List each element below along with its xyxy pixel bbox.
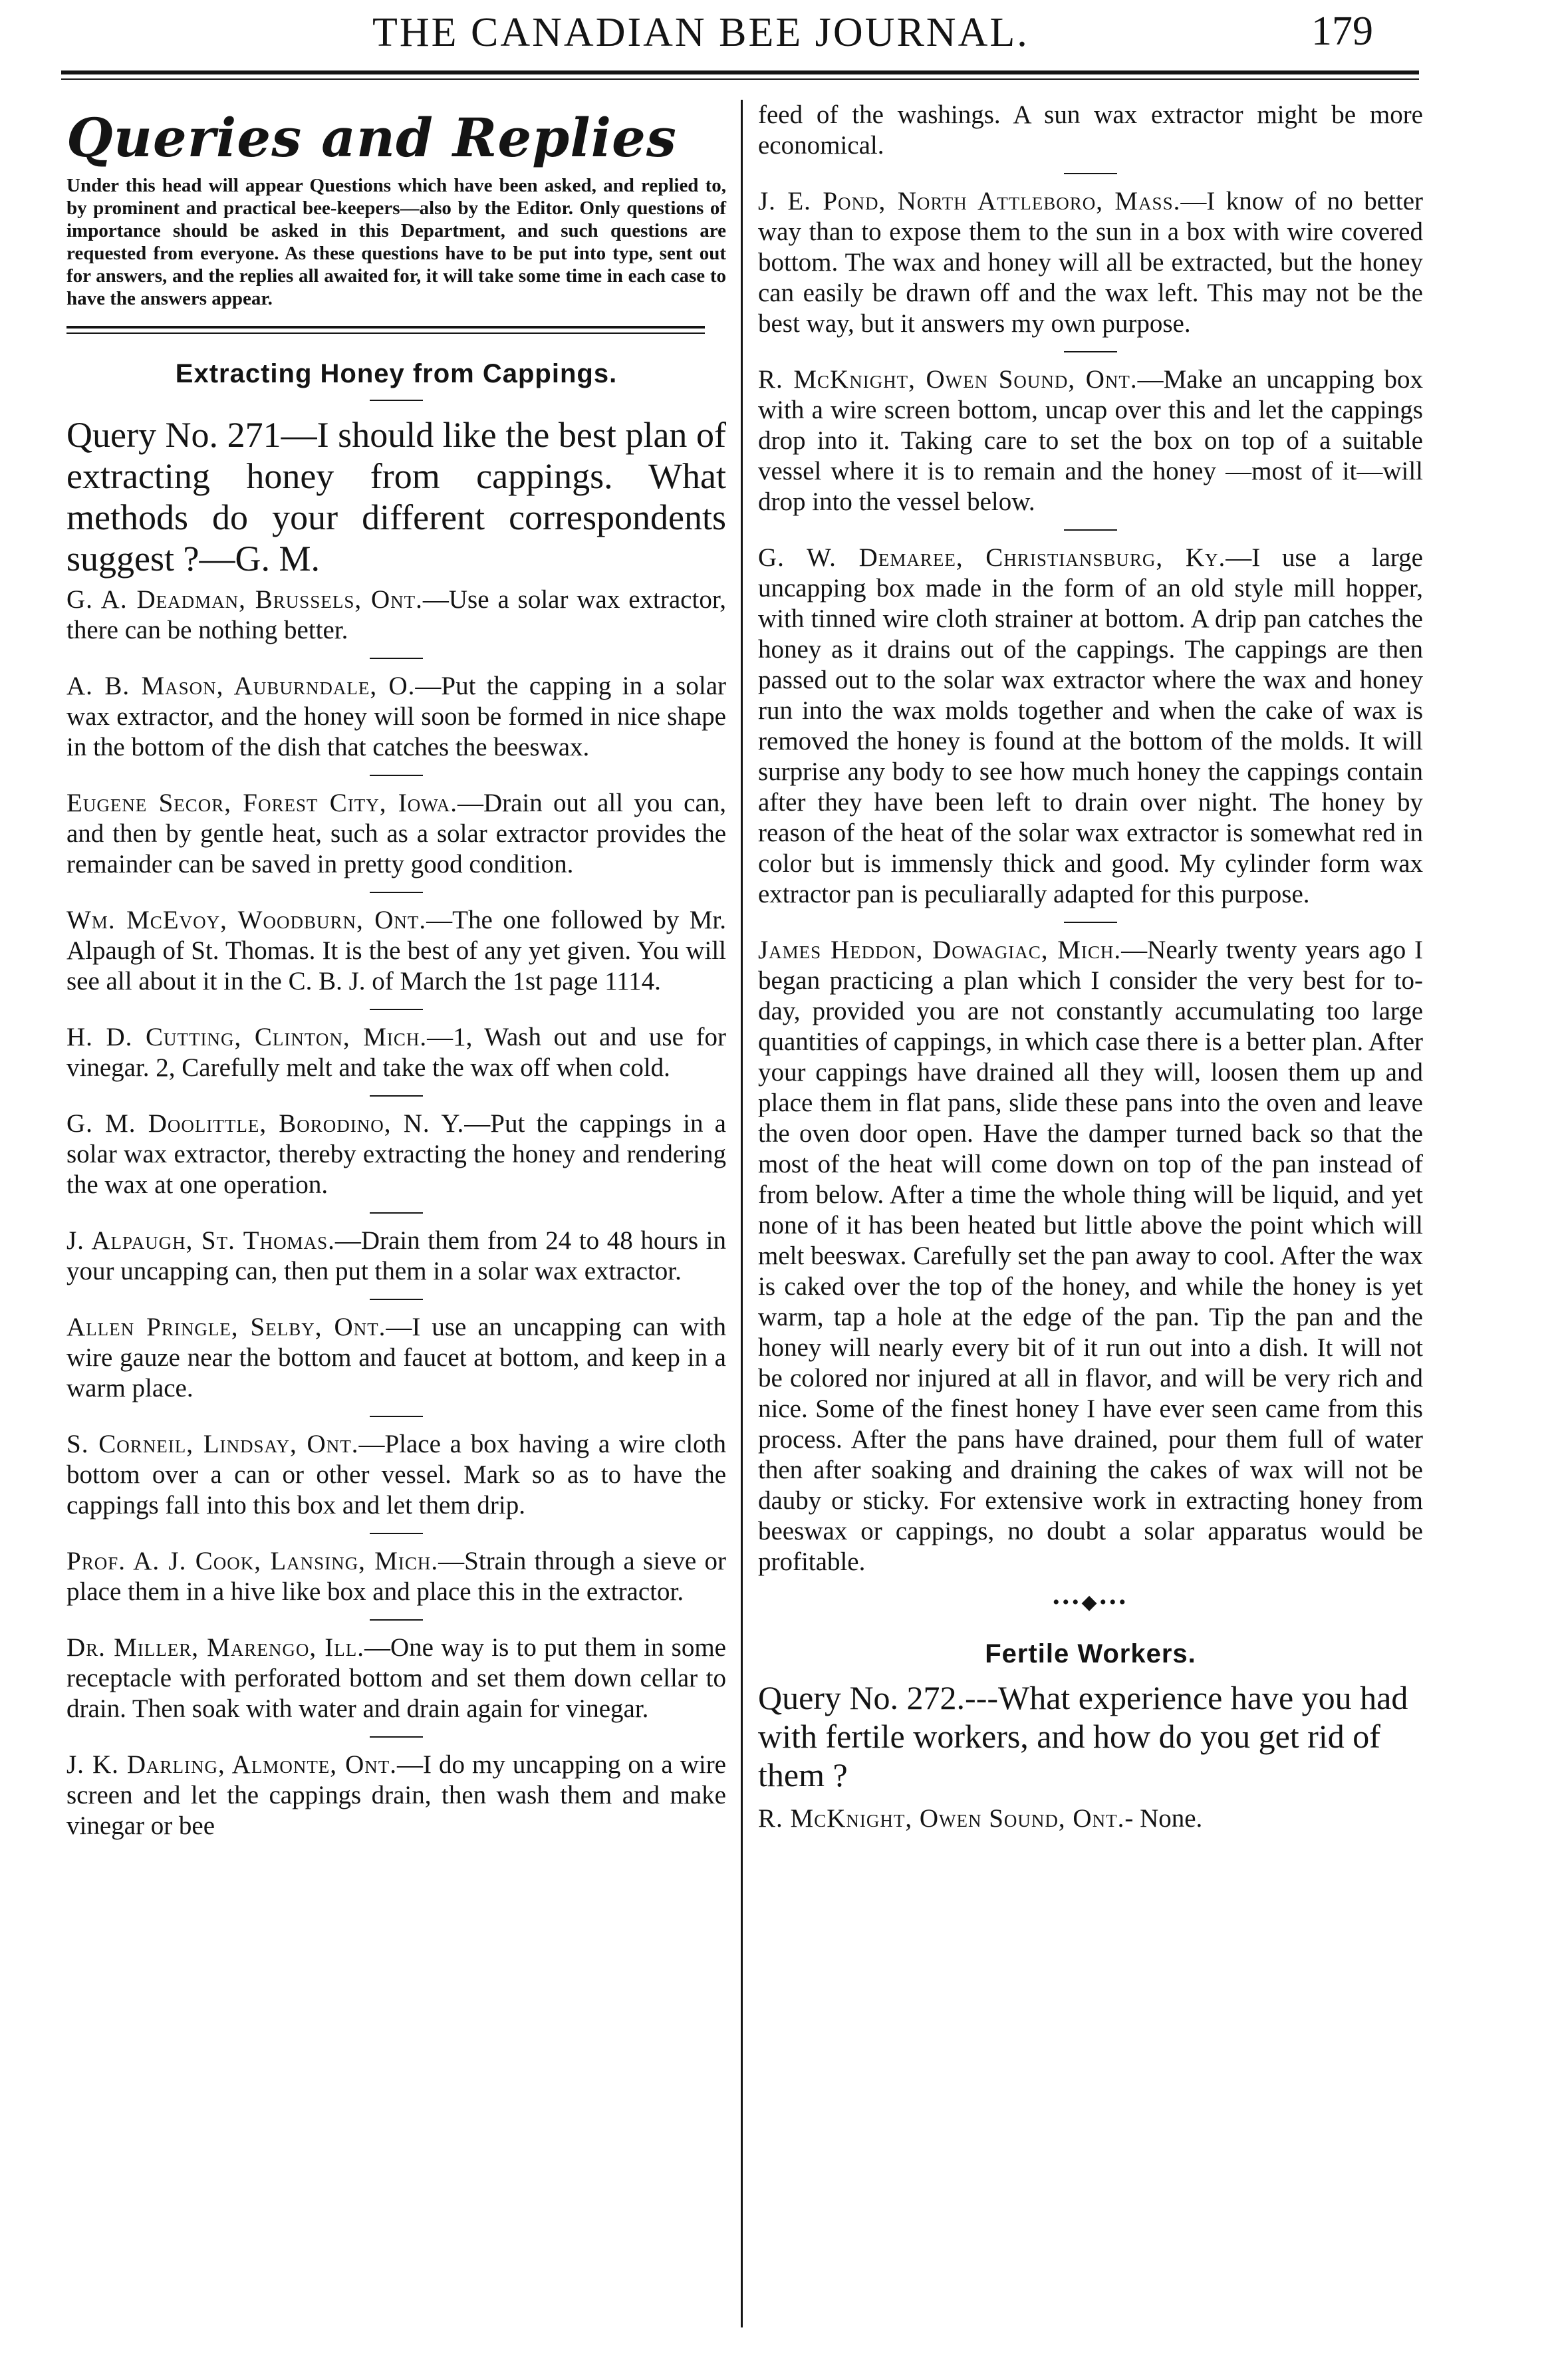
left-answers	[66, 585, 726, 1841]
answer-entry	[66, 1429, 726, 1521]
answer-separator	[370, 1095, 423, 1097]
answer-author: A. B. Mason, Auburndale, O.	[66, 672, 416, 700]
queries-replies-banner: Queries and Replies	[66, 106, 677, 169]
answer-text: —I know of no better way than to expose them to the sun in a box with wire covered bottom. The wax and honey will all be extracted, but the honey can easily be drawn off and the wax left. This may not be the best way, but it answers my own purpose.	[758, 187, 1424, 338]
answer-author: Allen Pringle, Selby, Ont.	[66, 1313, 386, 1341]
query-272: Query No. 272.---What experience have you had with fertile workers, and how do you get rid of them ?	[758, 1679, 1408, 1793]
ornament-divider: •••◆•••	[1052, 1591, 1129, 1613]
answer-text: —The one followed by Mr. Alpaugh of St. Thomas. It is the best of any yet given. You will see all about it in the C. B. J. of March the 1st page 1114.	[66, 906, 726, 995]
answer-author: James Heddon, Dowagiac, Mich.	[758, 936, 1122, 964]
section-title-cappings: Extracting Honey from Cappings.	[175, 359, 618, 388]
answer-author: G. A. Deadman, Brussels, Ont.	[66, 585, 423, 614]
answer-separator	[370, 892, 423, 893]
answer-separator	[1064, 351, 1117, 352]
answer-separator	[370, 1009, 423, 1010]
answer-author: J. E. Pond, North Attleboro, Mass.	[758, 187, 1181, 215]
column-divider	[741, 100, 743, 2327]
answer-separator	[370, 1299, 423, 1300]
department-intro: Under this head will appear Questions which have been asked, and replied to, by prominent and practical bee-keepers—also by the Editor. Only questions of importance should be asked in this Department, and such questions are requested from everyone. As these questions have to be put into type, sent out for answers, and the replies all awaited for, it will take some time in each case to have the answers appear.	[66, 175, 726, 309]
answer-separator	[1064, 529, 1117, 531]
answer-text: —I use a large uncapping box made in the form of an old style mill hopper, with tinned wire cloth strainer at bottom. A drip pan catches the honey as it drains out of the cappings. The cappings are then passed out to the solar wax extractor where the wax and honey run into the wax molds together and when the cake of wax is removed the honey is found at the bottom of the molds. It will surprise any body to see how much honey the cappings contain after they have been left to drain over night. The honey by reason of the heat of the solar wax extractor is somewhat red in color but is immensly thick and good. My cylinder form wax extractor pan is peculiarally adapted for this purpose.	[758, 543, 1423, 908]
answer-text: —Make an uncapping box with a wire screen bottom, uncap over this and let the cappings drop into it. Taking care to set the box on top of a suitable vessel where it is to remain and the honey —most of it—will drop into the vessel below.	[758, 365, 1423, 516]
answer-author: Dr. Miller, Marengo, Ill.	[66, 1633, 364, 1662]
answer-text: —Drain out all you can, and then by gentle heat, such as a solar extractor provides the remainder can be saved in pretty good condition.	[66, 789, 726, 878]
query-271: Query No. 271—I should like the best plan of extracting honey from cappings. What methods do your different correspondents suggest ?—G. M.	[66, 415, 726, 579]
answer-entry	[66, 1109, 726, 1200]
answer-entry	[66, 1312, 726, 1404]
intro-double-rule	[66, 326, 705, 334]
answer-text: —Nearly twenty years ago I began practicing a plan which I consider the very best for to-day, provided you are not constantly accumulating too large quantities of cappings, in which case there is a better plan. After your cappings have drained all they will, loosen them up and place them in flat pans, slide these pans into the oven and leave the oven door open. Have the damper turned back so that the most of the heat will come down on top of the pan instead of from below. After a time the whole thing will be liquid, and yet none of it has been heated but little above the point which will melt beeswax. Carefully set the pan away to cool. After the wax is caked over the top of the honey, and while the honey is yet warm, tap a hole at the edge of the pan. Tip the pan and the honey will nearly every bit of it run out into a dish. It will not be colored nor injured at all in flavor, and will be very rich and nice. Some of the finest honey I have ever seen came from this process. After the pans have drained, pour them full of water then after soaking and draining the cakes of wax will not be dauby or sticky. For extensive work in extracting honey from beeswax or cappings, no doubt a solar apparatus would be profitable.	[758, 936, 1423, 1576]
answer-text: —1, Wash out and use for vinegar. 2, Carefully melt and take the wax off when cold.	[66, 1023, 726, 1082]
answer-entry	[758, 935, 1423, 1577]
answer-text: - None.	[1124, 1804, 1203, 1833]
answer-entry	[66, 905, 726, 997]
answer-author: Prof. A. J. Cook, Lansing, Mich.	[66, 1547, 439, 1575]
answer-text: —One way is to put them in some receptacle with perforated bottom and set them down cellar to drain. Then soak with water and drain again for vinegar.	[66, 1633, 726, 1723]
answer-entry	[66, 1022, 726, 1083]
answer-author: Wm. McEvoy, Woodburn, Ont.	[66, 906, 427, 934]
answer-text: —Drain them from 24 to 48 hours in your uncapping can, then put them in a solar wax extractor.	[66, 1226, 726, 1285]
answer-separator	[370, 1416, 423, 1417]
answer-entry	[758, 186, 1423, 339]
answer-text: —Put the cappings in a solar wax extractor, thereby extracting the honey and rendering the wax at one operation.	[66, 1109, 726, 1199]
section-rule	[370, 400, 423, 401]
answer-separator	[370, 1619, 423, 1621]
answer-author: R. McKnight, Owen Sound, Ont.	[758, 365, 1138, 394]
answer-entry	[66, 1750, 726, 1841]
journal-title: THE CANADIAN BEE JOURNAL.	[372, 10, 1029, 55]
answer-separator	[1064, 922, 1117, 923]
answer-text: —Strain through a sieve or place them in a hive like box and place this in the extractor.	[66, 1547, 726, 1606]
answer-author: G. W. Demaree, Christiansburg, Ky.	[758, 543, 1226, 572]
answer-final	[758, 1803, 1423, 1834]
answer-separator	[370, 1212, 423, 1214]
answer-text: —I do my uncapping on a wire screen and let the cappings drain, then wash them and make vinegar or bee	[66, 1750, 726, 1840]
answer-author: J. K. Darling, Almonte, Ont.	[66, 1750, 397, 1779]
answer-entry	[758, 364, 1423, 517]
answer-entry	[758, 543, 1423, 910]
answer-entry	[66, 788, 726, 880]
continued-answer: feed of the washings. A sun wax extractor might be more economical.	[758, 100, 1423, 160]
answer-entry	[66, 1633, 726, 1724]
answer-separator	[370, 775, 423, 776]
answer-author: Eugene Secor, Forest City, Iowa.	[66, 789, 457, 817]
answer-text: —Put the capping in a solar wax extractor, and the honey will soon be formed in nice shape in the bottom of the dish that catches the beeswax.	[66, 672, 726, 761]
answer-entry	[66, 1226, 726, 1287]
answer-separator	[370, 1533, 423, 1534]
right-column	[758, 100, 1423, 1838]
answer-author: R. McKnight, Owen Sound, Ont.	[758, 1804, 1125, 1833]
answer-separator	[370, 1736, 423, 1738]
page-header	[0, 0, 1552, 100]
answer-author: S. Corneil, Lindsay, Ont.	[66, 1430, 359, 1458]
header-rule-thin	[61, 78, 1419, 80]
answer-author: H. D. Cutting, Clinton, Mich.	[66, 1023, 428, 1051]
answer-entry	[66, 671, 726, 763]
answer-author: J. Alpaugh, St. Thomas.	[66, 1226, 335, 1255]
left-column	[66, 100, 726, 1845]
section-title-fertile-workers: Fertile Workers.	[985, 1639, 1196, 1668]
answer-text: —Use a solar wax extractor, there can be nothing better.	[66, 585, 726, 644]
answer-separator	[1064, 173, 1117, 174]
answer-text: —I use an uncapping can with wire gauze near the bottom and faucet at bottom, and keep in a warm place.	[66, 1313, 727, 1402]
answer-separator	[370, 658, 423, 659]
answer-entry	[66, 1546, 726, 1607]
answer-author: G. M. Doolittle, Borodino, N. Y.	[66, 1109, 465, 1138]
header-rule-thick	[61, 70, 1419, 74]
page-number: 179	[1311, 9, 1373, 54]
answer-entry	[66, 585, 726, 646]
right-answers	[758, 186, 1423, 1577]
answer-text: —Place a box having a wire cloth bottom over a can or other vessel. Mark so as to have the cappings fall into this box and let them drip.	[66, 1430, 727, 1520]
